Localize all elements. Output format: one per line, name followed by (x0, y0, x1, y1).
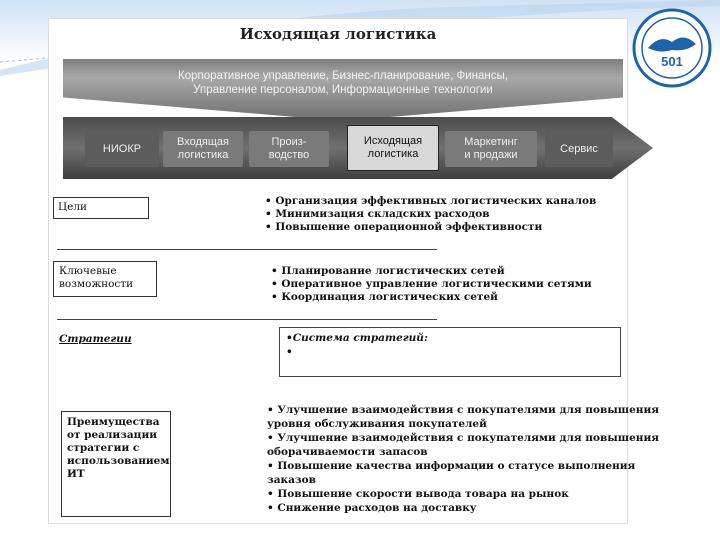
university-logo (632, 8, 712, 88)
segment-label: Исходящая (363, 135, 423, 147)
advantage-item: • Повышение качества информации о статусе выполнения (267, 460, 636, 472)
logo-number: 501 (661, 54, 683, 69)
segment-label: и продажи (464, 149, 518, 161)
goal-item: • Повышение операционной эффективности (265, 221, 543, 233)
divider-2 (57, 319, 437, 320)
capability-item: • Оперативное управление логистическими сетями (271, 278, 592, 290)
advantage-item: оборачиваемости запасов (267, 446, 428, 458)
segment-label: водство (268, 149, 310, 161)
strategies-box (279, 327, 621, 377)
capabilities-label-line: Ключевые (59, 265, 117, 277)
value-chain (63, 117, 653, 179)
advantage-item: • Снижение расходов на доставку (267, 502, 477, 514)
strategies-box-text (280, 328, 620, 362)
chain-segment-marketing (445, 131, 537, 167)
slide (48, 18, 660, 524)
chain-segment-outbound-active (347, 125, 439, 171)
advantage-item: • Улучшение взаимодействия с покупателями для повышения (267, 404, 660, 416)
advantages-label (62, 412, 170, 485)
banner-line-2: Управление персоналом, Информационные технологии (193, 84, 493, 96)
advantages-label-line: от реализации (67, 429, 158, 441)
segment-label: логистика (177, 149, 229, 161)
chain-segment-production (249, 131, 329, 167)
advantage-item: уровня обслуживания покупателей (267, 418, 487, 430)
advantages-label-line: стратегии с (67, 442, 140, 454)
strategies-line: • (286, 346, 293, 358)
capabilities-label (59, 265, 133, 291)
advantages-label-line: ИТ (67, 468, 85, 480)
segment-label: логистика (367, 148, 419, 160)
advantage-item: заказов (267, 474, 316, 486)
goal-item: • Организация эффективных логистических каналов (265, 195, 597, 207)
chain-segment-inbound (163, 131, 243, 167)
advantage-item: • Улучшение взаимодействия с покупателями для повышения (267, 432, 660, 444)
segment-label: Маркетинг (464, 136, 518, 148)
advantage-item: • Повышение скорости вывода товара на рынок (267, 488, 569, 500)
advantages-label-line: использованием (67, 455, 170, 467)
strategies-label: Стратегии (59, 333, 132, 345)
capabilities-label-box (53, 261, 157, 297)
advantages-label-box (61, 411, 171, 517)
segment-label: Сервис (560, 142, 598, 155)
segment-label: Произ- (271, 136, 307, 148)
chain-segment-rnd (85, 131, 159, 167)
goals-list (265, 195, 596, 234)
page-title: Исходящая логистика (239, 25, 437, 43)
banner-line-1: Корпоративное управление, Бизнес-планирование, Финансы, (178, 70, 508, 82)
capability-item: • Планирование логистических сетей (271, 265, 505, 277)
capabilities-label-line: возможности (59, 278, 134, 290)
divider-1 (57, 249, 437, 250)
strategies-line: •Система стратегий: (286, 332, 428, 344)
capability-item: • Координация логистических сетей (271, 291, 498, 303)
segment-label: Входящая (177, 136, 229, 148)
goal-item: • Минимизация складских расходов (265, 208, 490, 220)
banner-text (63, 69, 623, 97)
chain-segment-service (545, 131, 613, 167)
capabilities-list (271, 265, 592, 304)
goals-label: Цели (58, 201, 88, 213)
goals-label-box (53, 197, 149, 219)
segment-label: НИОКР (102, 142, 142, 155)
support-activities-banner (63, 59, 623, 121)
advantages-label-line: Преимущества (67, 416, 160, 428)
advantages-list (267, 403, 659, 515)
